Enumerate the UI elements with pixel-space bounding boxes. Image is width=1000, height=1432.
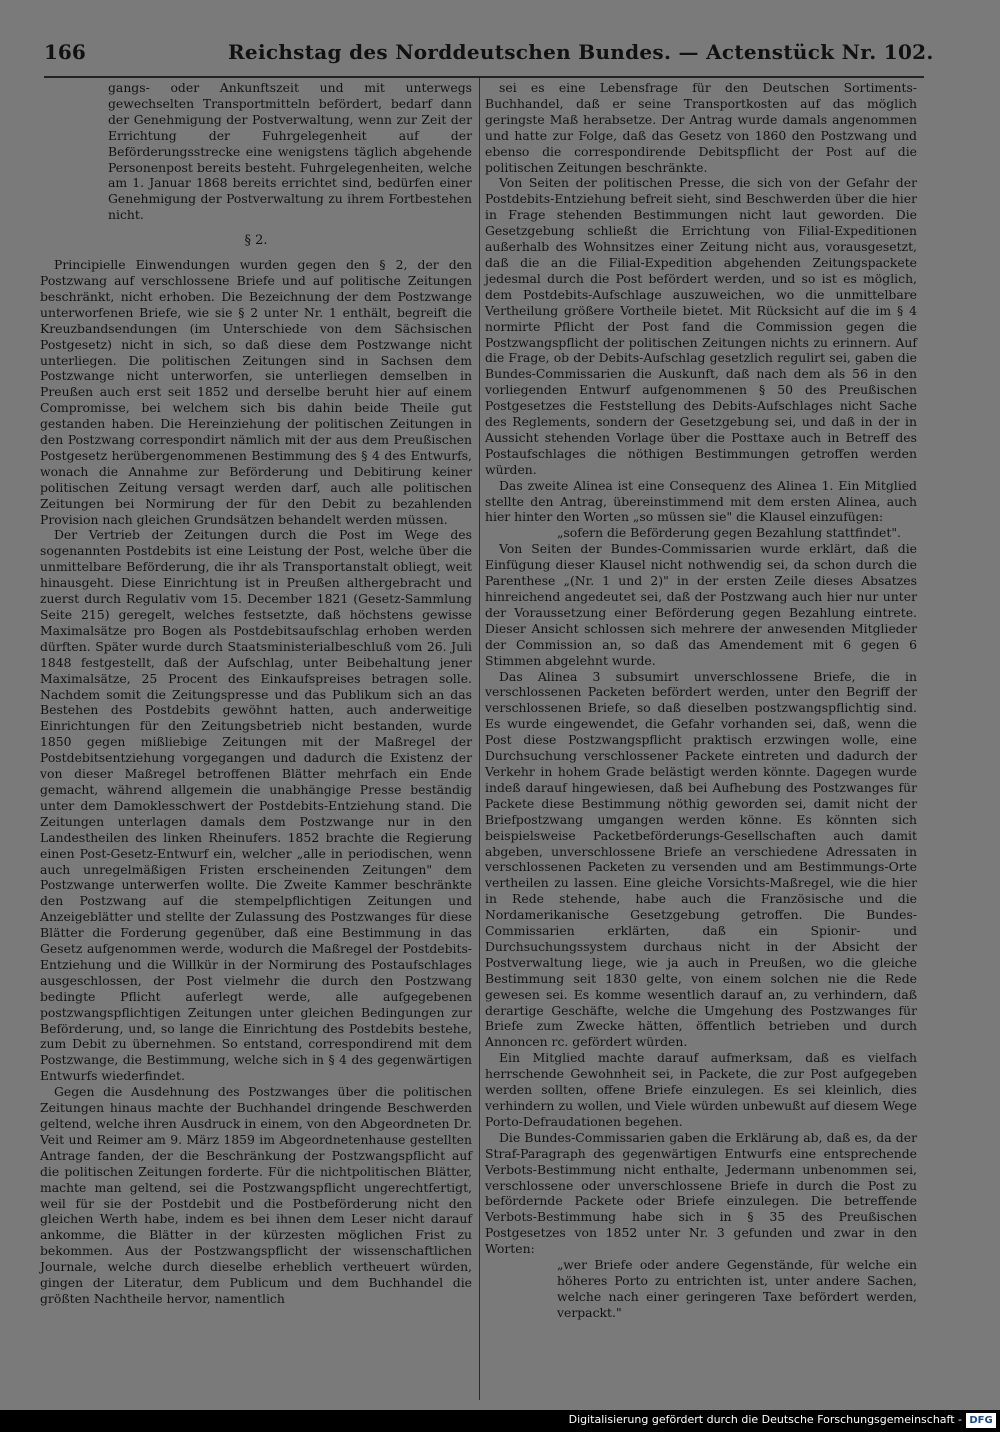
- paragraph: Von Seiten der Bundes-Commissarien wurde erklärt, daß die Einfügung dieser Klausel nicht nothwendig sei, da schon durch die Parenthese „(Nr. 1 und 2)" in der ersten Zeile dieses Absatzes hinreichend angedeutet sei, daß der Postzwang auch hier nur unter der Voraussetzung einer Beförderung gegen Bezahlung eintrete. Dieser Ansicht schlossen sich mehrere der anwesenden Mitglieder der Commission an, so daß das Amendement mit 6 gegen 6 Stimmen abgelehnt wurde.: [485, 541, 917, 668]
- paragraph: Principielle Einwendungen wurden gegen den § 2, der den Postzwang auf verschlossene Briefe und auf politische Zeitungen beschränkt, nicht erhoben. Die Bezeichnung der dem Postzwange unterworfenen Briefe, wie sie § 2 unter Nr. 1 enthält, begreift die Kreuzbandsendungen (im Unterschiede von dem Sächsischen Postgesetz) nicht in sich, so daß diese dem Postzwange nicht unterliegen. Die politischen Zeitungen sind in Sachsen dem Postzwange nicht unterworfen, sie unterliegen demselben in Preußen auch erst seit 1852 und derselbe beruht hier auf einem Compromisse, bei welchem sich bis dahin beide Theile gut gestanden haben. Die Hereinziehung der politischen Zeitungen in den Postzwang correspondirt nämlich mit der aus dem Preußischen Postgesetz herübergenommenen Bestimmung des § 4 des Entwurfs, wonach die Annahme zur Beförderung und Debitirung keiner politischen Zeitung versagt werden darf, auch alle politischen Zeitungen bei Normirung der für den Debit zu bezahlenden Provision nach gleichen Grundsätzen behandelt werden müssen.: [40, 257, 472, 527]
- left-column: [40, 80, 472, 1307]
- intro-paragraph: gangs- oder Ankunftszeit und mit unterwegs gewechselten Transportmitteln befördert, bedarf dann der Genehmigung der Postverwaltung, wenn zur Zeit der Errichtung der Fuhrgelegenheit auf der Beförderungsstrecke eine wenigstens täglich abgehende Personenpost bereits besteht. Fuhrgelegenheiten, welche am 1. Januar 1868 bereits errichtet sind, bedürfen einer Genehmigung der Postverwaltung zu ihrem Fortbestehen nicht.: [108, 80, 472, 223]
- inline-quote: „sofern die Beförderung gegen Bezahlung stattfindet".: [557, 525, 901, 541]
- footer-credit: Digitalisierung gefördert durch die Deutsche Forschungsgemeinschaft -: [568, 1413, 962, 1426]
- column-divider: [479, 78, 480, 1400]
- right-column: [485, 80, 917, 1321]
- footer-bar: [0, 1410, 1000, 1432]
- paragraph: Ein Mitglied machte darauf aufmerksam, daß es vielfach herrschende Gewohnheit sei, in Packete, die zur Post aufgegeben werden sollten, offene Briefe einzulegen. Es sei kleinlich, dies verhindern zu wollen, und Viele würden unbewußt auf diesem Wege Porto-Defraudationen begehen.: [485, 1050, 917, 1129]
- inline-quote-block: [485, 525, 917, 541]
- paragraph: sei es eine Lebensfrage für den Deutschen Sortiments-Buchhandel, daß er seine Transportkosten auf das möglich geringste Maß herabsetze. Der Antrag wurde damals angenommen und hatte zur Folge, daß das Gesetz von 1860 den Postzwang und ebenso die correspondirende Debitspflicht der Post auf die politischen Zeitungen beschränkte.: [485, 80, 917, 175]
- section-heading: § 2.: [244, 233, 268, 249]
- page-number: 166: [44, 40, 86, 64]
- paragraph: Gegen die Ausdehnung des Postzwanges über die politischen Zeitungen hinaus machte der Buchhandel dringende Beschwerden geltend, welche ihren Ausdruck in einem, von den Abgeordneten Dr. Veit und Reimer am 9. März 1859 im Abgeordnetenhause gestellten Antrage fanden, der die Beschränkung der Postzwangspflicht auf die politischen Zeitungen forderte. Für die nichtpolitischen Blätter, machte man geltend, sei die Postzwangspflicht ungerechtfertigt, weil für sie der Postdebit und die Postbeförderung nicht den gleichen Werth habe, indem es bei ihnen dem Leser nicht darauf ankomme, die Blätter in der kürzesten möglichen Frist zu bekommen. Aus der Postzwangspflicht der wissenschaftlichen Journale, welche durch dieselbe erheblich vertheuert würden, gingen der Literatur, dem Publicum und dem Buchhandel die größten Nachtheile hervor, namentlich: [40, 1084, 472, 1306]
- running-title: Reichstag des Norddeutschen Bundes. — Actenstück Nr. 102.: [228, 40, 934, 64]
- paragraph: Die Bundes-Commissarien gaben die Erklärung ab, daß es, da der Straf-Paragraph des gegenwärtigen Entwurfs eine entsprechende Verbots-Bestimmung nicht enthalte, Jedermann unbenommen sei, verschlossene oder unverschlossene Briefe in durch die Post zu befördernde Packete oder Briefe einzulegen. Die betreffende Verbots-Bestimmung habe sich in § 35 des Preußischen Postgesetzes von 1852 unter Nr. 3 gefunden und zwar in den Worten:: [485, 1129, 917, 1257]
- page-header: [40, 40, 934, 70]
- paragraph: Von Seiten der politischen Presse, die sich von der Gefahr der Postdebits-Entziehung befreit sieht, sind Beschwerden über die hier in Frage stehenden Bestimmungen nicht laut geworden. Die Gesetzgebung schließt die Errichtung von Filial-Expeditionen außerhalb des Wohnsitzes einer Zeitung nicht aus, vorausgesetzt, daß die an die Filial-Expedition abgehenden Zeitungspackete jedesmal durch die Post befördert werden, und so ist es möglich, dem Postdebits-Aufschlage auszuweichen, wo die unmittelbare Vertheilung größere Vortheile bietet. Mit Rücksicht auf die im § 4 normirte Pflicht der Post fand die Commission gegen die Postzwangspflicht der politischen Zeitungen nichts zu erinnern. Auf die Frage, ob der Debits-Aufschlag gesetzlich regulirt sei, gaben die Bundes-Commissarien die Auskunft, daß nach dem als 56 in den vorliegenden Entwurf aufgenommenen § 50 des Preußischen Postgesetzes die Feststellung des Debits-Aufschlages nicht Sache des Reglements, sondern der Gesetzgebung sei, und daß in der in Aussicht stehenden Vorlage über die Posttaxe auch in Betreff des Postaufschlages die nöthigen Bestimmungen getroffen werden würden.: [485, 175, 917, 477]
- paragraph: Das Alinea 3 subsumirt unverschlossene Briefe, die in verschlossenen Packeten befördert werden, unter den Begriff der verschlossenen Briefe, so daß dieselben postzwangspflichtig sind. Es wurde eingewendet, die Gefahr vorhanden sei, daß, wenn die Post diese Postzwangspflicht praktisch erzwingen wolle, eine Durchsuchung verschlossener Packete eintreten und dadurch der Verkehr in hohem Grade belästigt werden könnte. Dagegen wurde indeß darauf hingewiesen, daß bei Aufhebung des Postzwanges für Packete diese Bestimmung nöthig geworden sei, damit nicht der Briefpostzwang umgangen werden könne. Es könnten sich beispielsweise Packetbeförderungs-Gesellschaften auch damit abgeben, unverschlossene Briefe an verschiedene Adressaten in verschlossenen Packeten zu versenden und am Bestimmungs-Orte vertheilen zu lassen. Eine gleiche Vorsichts-Maßregel, wie die hier in Rede stehende, habe auch die Französische und die Nordamerikanische Gesetzgebung getroffen. Die Bundes-Commissarien erklärten, daß ein Spionir- und Durchsuchungssystem durchaus nicht in der Absicht der Postverwaltung liege, wie ja auch in Preußen, wo die gleiche Bestimmung seit 1830 gelte, von einem solchen nie die Rede gewesen sei. Es komme wesentlich darauf an, zu verhindern, daß derartige Geschäfte, welche die Umgehung des Postzwanges für Briefe zum Zwecke hätten, öffentlich betrieben und durch Annoncen rc. gefördert würden.: [485, 668, 917, 1050]
- intro-block: [40, 80, 472, 223]
- dfg-logo: DFG: [966, 1413, 996, 1428]
- paragraph: Der Vertrieb der Zeitungen durch die Post im Wege des sogenannten Postdebits ist eine Leistung der Post, welche über die unmittelbare Beförderung, die ihr als Transportanstalt obliegt, weit hinausgeht. Diese Einrichtung ist in Preußen althergebracht und zuerst durch Regulativ vom 15. December 1821 (Gesetz-Sammlung Seite 215) geregelt, welches festsetzte, daß höchstens gewisse Maximalsätze pro Bogen als Postdebitsaufschlag erhoben werden dürften. Später wurde durch Staatsministerialbeschluß vom 26. Juli 1848 festgestellt, daß der Aufschlag, unter Beibehaltung jener Maximalsätze, 25 Procent des Einkaufspreises betragen solle. Nachdem somit die Zeitungspresse und das Publikum sich an das Bestehen des Postdebits gewöhnt hatten, auch anderweitige Einrichtungen für den Zeitungsbetrieb nicht bestanden, wurde 1850 gegen mißliebige Zeitungen mit der Maßregel der Postdebitsentziehung vorgegangen und dadurch die Existenz der von dieser Maßregel betroffenen Blätter mehrfach ein Ende gemacht, während allgemein die unabhängige Presse beständig unter dem Damoklesschwert der Postdebits-Entziehung stand. Die Zeitungen unterlagen damals dem Postzwange nur in den Landestheilen des linken Rheinufers. 1852 brachte die Regierung einen Post-Gesetz-Entwurf ein, welcher „alle in periodischen, wenn auch unregelmäßigen Fristen erscheinenden Zeitungen" dem Postzwange unterwerfen wollte. Die Zweite Kammer beschränkte den Postzwang auf die stempelpflichtigen Zeitungen und Anzeigeblätter und stellte der Zulassung des Postzwanges für diese Blätter die Forderung gegenüber, daß eine Bestimmung in das Gesetz aufgenommen werde, wodurch die Maßregel der Postdebits-Entziehung und die Willkür in der Normirung des Postaufschlages ausgeschlossen, der Post vielmehr die durch den Postzwang bedingte Pflicht auferlegt werde, alle aufgegebenen postzwangspflichtigen Zeitungen unter gleichen Bedingungen zur Beförderung, und, so lange die Einrichtung des Postdebits bestehe, zum Debit zu übernehmen. So entstand, correspondirend mit dem Postzwange, die Bestimmung, welche sich in § 4 des gegenwärtigen Entwurfs wiederfindet.: [40, 527, 472, 1084]
- paragraph: Das zweite Alinea ist eine Consequenz des Alinea 1. Ein Mitglied stellte den Antrag, übereinstimmend mit dem ersten Alinea, auch hier hinter den Worten „so müssen sie" die Klausel einzufügen:: [485, 477, 917, 525]
- header-rule: [44, 76, 924, 78]
- closing-quote-block: [485, 1257, 917, 1321]
- closing-quote: „wer Briefe oder andere Gegenstände, für welche ein höheres Porto zu entrichten ist, unter andere Sachen, welche nach einer geringeren Taxe befördert werden, verpackt.": [557, 1257, 917, 1320]
